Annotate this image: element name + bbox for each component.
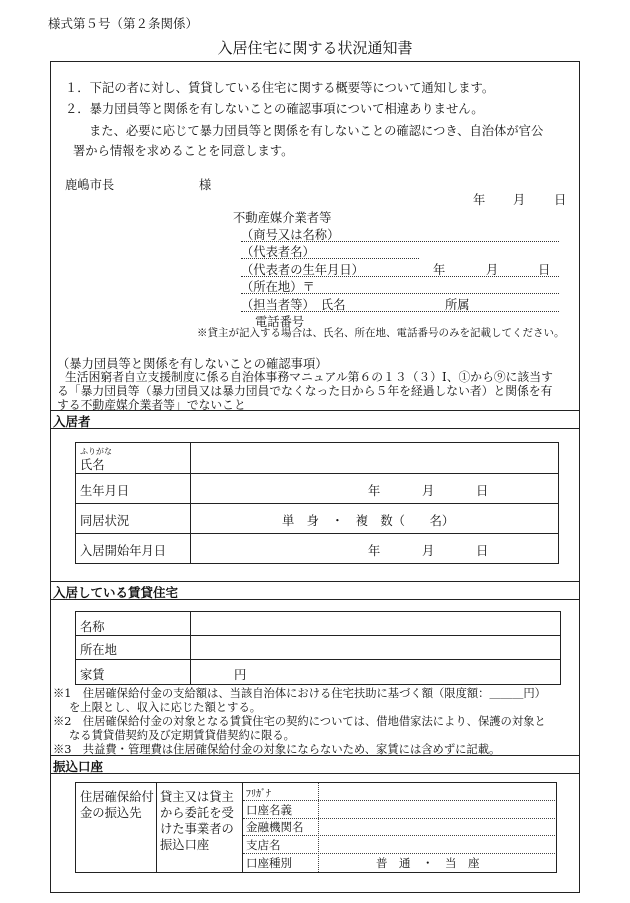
housing-name-field[interactable] [191,612,559,635]
statement-1: １．下記の者に対し、賃貸している住宅に関する概要等について通知します。 [65,81,495,95]
housing-location-field[interactable] [191,636,559,659]
agent-birth-day: 日 [538,263,551,277]
statement-para-1: また、必要に応じて暴力団員等と関係を有しないことの確認につき、自治体が官公 [89,124,544,138]
date-month: 月 [513,193,526,207]
agent-birth-month: 月 [486,263,499,277]
agent-rep-birthdate-label: （代表者の生年月日） [241,263,364,277]
confirmation-line-1: 生活困窮者自立支援制度に係る自治体事務マニュアル第６の１３（３）Ⅰ、①から⑨に該当す [65,370,553,384]
bank-col2-line4: 振込口座 [160,838,210,852]
bank-col2-line2: から委託を受 [160,806,234,820]
agent-birth-year: 年 [433,263,446,277]
housing-section-title: 入居している賃貸住宅 [53,585,179,600]
bank-col2-line3: けた事業者の [160,822,234,836]
confirmation-line-2: る「暴力団員等（暴力団員又は暴力団員でなくなった日から５年を経過しない者）と関係を有 [57,384,553,398]
statement-2: ２．暴力団員等と関係を有しないことの確認事項について相違ありません。 [65,102,484,116]
housing-note-2b: なる賃貸借契約及び定期賃貸借契約に限る。 [69,729,295,742]
agent-note: ※貸主が記入する場合は、氏名、所在地、電話番号のみを記載してください。 [197,327,565,339]
bank-type-value[interactable]: 普 通 ・ 当 座 [376,856,480,870]
addressee-name: 鹿嶋市長 [65,178,115,192]
resident-movein-label: 入居開始年月日 [80,544,167,558]
resident-name-field[interactable] [191,443,557,473]
form-frame [50,61,580,893]
agent-representative-label: （代表者名） [241,245,315,259]
bank-furigana-label: ﾌﾘｶﾞﾅ [246,789,271,800]
bank-col1-line1: 住居確保給付 [80,790,154,804]
resident-section-title: 入居者 [53,414,91,429]
housing-rent-label: 家賃 [80,668,105,682]
resident-table [75,442,559,564]
document-title: 入居住宅に関する状況通知書 [217,39,413,57]
resident-birth-label: 生年月日 [80,484,130,498]
housing-note-1a: ※1 住居確保給付金の支給額は、当該自治体における住宅扶助に基づく額（限度額：＿＿＿円） [53,687,546,700]
agent-address-label: （所在地）〒 [241,280,315,294]
resident-furigana-label: ふりがな [80,447,112,456]
agent-representative-field[interactable] [241,258,419,259]
housing-location-label: 所在地 [80,643,117,657]
bank-col2-line1: 貸主又は貸主 [160,790,234,804]
resident-movein-month: 月 [422,544,435,558]
resident-birth-year: 年 [368,484,381,498]
agent-person-label: （担当者等） 氏名 [241,298,346,312]
bank-institution-field[interactable] [319,819,555,835]
bank-col1-line2: 金の振込先 [80,806,142,820]
resident-birth-month: 月 [422,484,435,498]
confirmation-heading: （暴力団員等と関係を有しないことの確認事項） [57,357,328,371]
housing-table [75,611,561,685]
housing-rent-unit: 円 [234,668,247,682]
bank-table [75,782,557,873]
resident-household-label: 同居状況 [80,514,130,528]
bank-holder-label: 口座名義 [246,803,292,817]
housing-note-3: ※3 共益費・管理費は住居確保給付金の対象にならないため、家賃には含めずに記載。 [53,743,501,756]
bank-institution-label: 金融機関名 [246,820,304,834]
resident-birth-day: 日 [476,484,489,498]
form-number: 様式第５号（第２条関係） [48,16,199,31]
housing-note-2a: ※2 住居確保給付金の対象となる賃貸住宅の契約については、借地借家法により、保護の対象と [53,715,546,728]
bank-branch-field[interactable] [319,836,555,853]
resident-household-value[interactable]: 単 身 ・ 複 数（ 名） [282,514,455,528]
bank-section-title: 振込口座 [53,759,104,774]
agent-phone-label: 電話番号 [255,315,305,329]
bank-holder-field[interactable] [319,801,555,818]
date-day: 日 [554,193,567,207]
agent-heading: 不動産媒介業者等 [233,211,332,225]
agent-address-field[interactable] [241,293,559,294]
agent-trade-name-label: （商号又は名称） [241,228,340,242]
agent-affiliation-label: 所属 [445,298,470,312]
confirmation-line-3: する不動産媒介業者等」でないこと [57,398,246,412]
addressee-honorific: 様 [199,178,212,192]
housing-note-1b: を上限とし、収入に応じた額とする。 [69,701,262,714]
statement-para-2: 署から情報を求めることを同意します。 [73,144,294,158]
resident-movein-year: 年 [368,544,381,558]
bank-furigana-field[interactable] [319,783,555,800]
resident-name-label: 氏名 [80,458,105,472]
housing-name-label: 名称 [80,620,105,634]
bank-branch-label: 支店名 [246,838,281,852]
date-year: 年 [473,193,486,207]
resident-movein-day: 日 [476,544,489,558]
bank-type-label: 口座種別 [246,856,292,870]
